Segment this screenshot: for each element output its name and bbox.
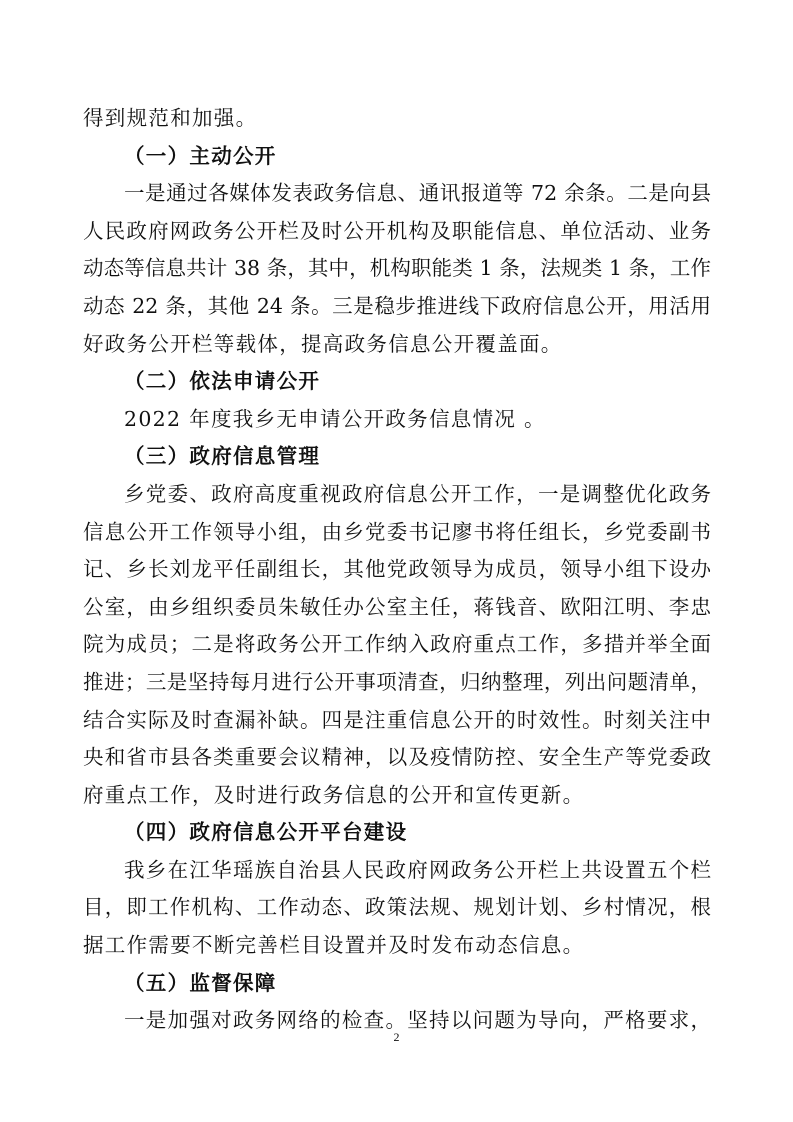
text-line: 府重点工作，及时进行政务信息的公开和宣传更新。 bbox=[83, 782, 585, 807]
text-line: 动态 22 条，其他 24 条。三是稳步推进线下政府信息公开，用活用 bbox=[83, 293, 711, 318]
section-heading: （五）监督保障 bbox=[124, 970, 277, 995]
text-line: 公室，由乡组织委员朱敏任办公室主任，蒋钱音、欧阳江明、李忠 bbox=[83, 594, 711, 619]
section-heading: （三）政府信息管理 bbox=[124, 444, 321, 469]
section-heading: （一）主动公开 bbox=[124, 143, 277, 168]
text-line: 得到规范和加强。 bbox=[83, 106, 258, 130]
text-line: 央和省市县各类重要会议精神，以及疫情防控、安全生产等党委政 bbox=[83, 745, 711, 770]
text-line: 目，即工作机构、工作动态、政策法规、规划计划、乡村情况，根 bbox=[83, 895, 711, 920]
document-body bbox=[83, 100, 711, 1040]
text-line: 院为成员；二是将政务公开工作纳入政府重点工作，多措并举全面 bbox=[83, 632, 711, 657]
text-line: 人民政府网政务公开栏及时公开机构及职能信息、单位活动、业务 bbox=[83, 218, 711, 243]
text-line: 一是加强对政务网络的检查。坚持以问题为导向，严格要求， bbox=[124, 1008, 711, 1033]
text-line: 一是通过各媒体发表政务信息、通讯报道等 72 余条。二是向县 bbox=[124, 181, 711, 206]
text-line: 2022 年度我乡无申请公开政务信息情况 。 bbox=[124, 406, 546, 431]
page-number: 2 bbox=[393, 1030, 400, 1044]
text-line: 据工作需要不断完善栏目设置并及时发布动态信息。 bbox=[83, 933, 585, 958]
text-line: 记、乡长刘龙平任副组长，其他党政领导为成员，领导小组下设办 bbox=[83, 557, 711, 582]
text-line: 结合实际及时查漏补缺。四是注重信息公开的时效性。时刻关注中 bbox=[83, 707, 711, 732]
section-heading: （四）政府信息公开平台建设 bbox=[124, 820, 408, 845]
text-line: 我乡在江华瑶族自治县人民政府网政务公开栏上共设置五个栏 bbox=[124, 857, 711, 882]
section-heading: （二）依法申请公开 bbox=[124, 369, 321, 394]
text-line: 推进；三是坚持每月进行公开事项清查，归纳整理，列出问题清单， bbox=[83, 669, 711, 694]
text-line: 乡党委、政府高度重视政府信息公开工作，一是调整优化政务 bbox=[124, 481, 711, 506]
text-line: 好政务公开栏等载体，提高政务信息公开覆盖面。 bbox=[83, 331, 563, 356]
text-line: 信息公开工作领导小组，由乡党委书记廖书将任组长，乡党委副书 bbox=[83, 519, 711, 544]
text-line: 动态等信息共计 38 条，其中，机构职能类 1 条，法规类 1 条，工作 bbox=[83, 256, 711, 281]
